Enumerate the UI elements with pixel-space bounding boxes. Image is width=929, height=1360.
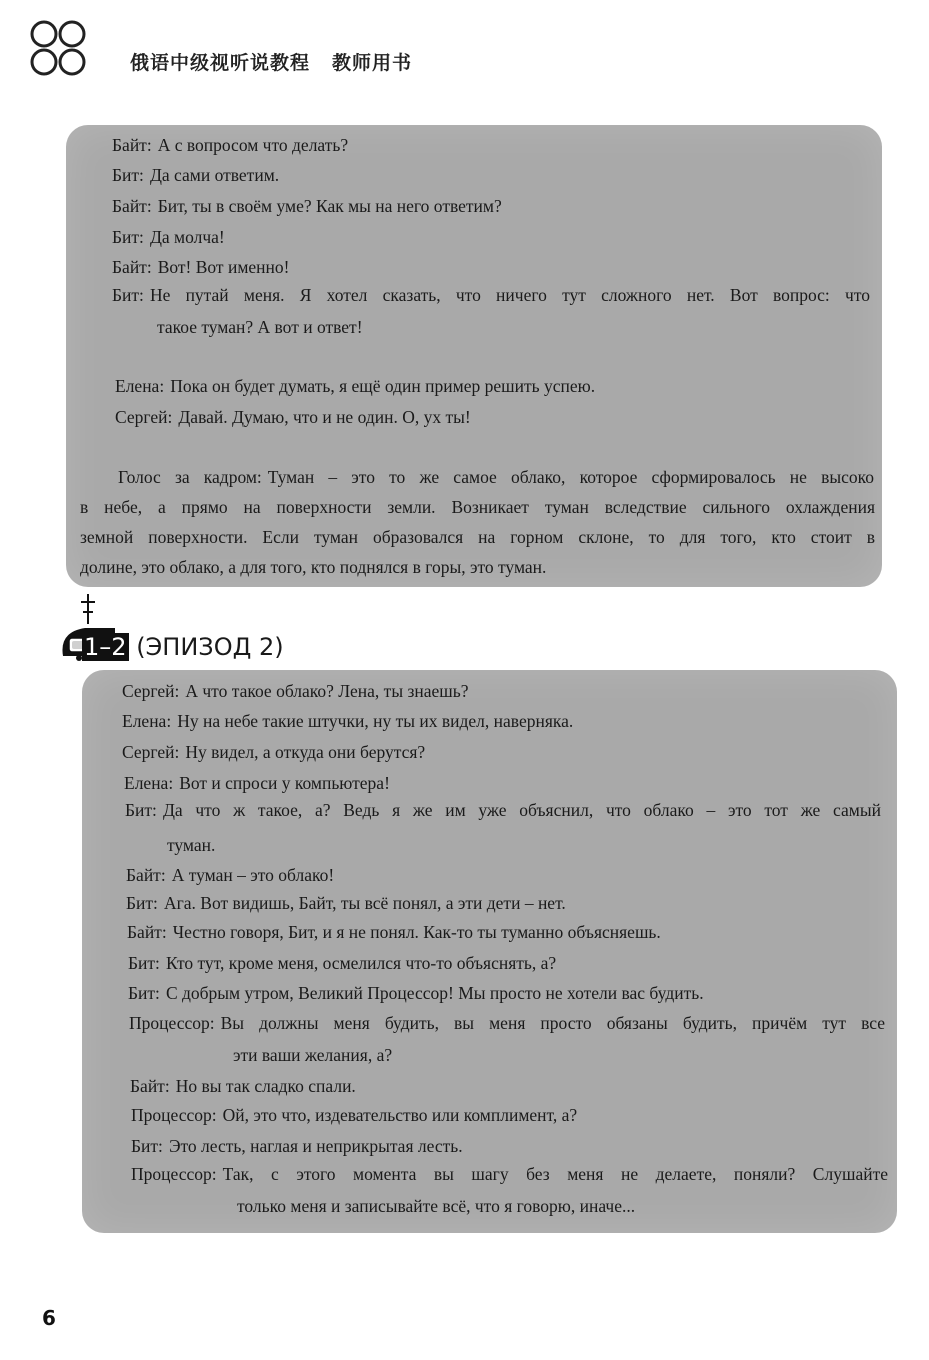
line-text: в небе, а прямо на поверхности земли. Возникает туман вследствие сильного охлаждения bbox=[80, 497, 875, 517]
dialogue-line bbox=[233, 1044, 392, 1066]
line-text: Да молча! bbox=[149, 227, 225, 247]
line-text: А с вопросом что делать? bbox=[157, 135, 349, 155]
speaker-label: Елена: bbox=[122, 711, 172, 731]
dialogue-line bbox=[128, 952, 556, 974]
episode-title: (ЭПИЗОД 2) bbox=[136, 633, 284, 661]
speaker-label: Бит: bbox=[112, 285, 144, 305]
line-text: Да что ж такое, а? Ведь я же им уже объяснил, что облако – это тот же самый bbox=[162, 800, 881, 820]
dialogue-line bbox=[127, 921, 661, 943]
episode-number: 1–2 bbox=[84, 633, 127, 661]
dialogue-line bbox=[124, 772, 390, 794]
dialogue-line bbox=[126, 892, 566, 914]
dialogue-line bbox=[118, 466, 874, 488]
speaker-label: Байт: bbox=[112, 135, 152, 155]
speaker-label: Байт: bbox=[112, 196, 152, 216]
line-text: Давай. Думаю, что и не один. О, ух ты! bbox=[178, 407, 471, 427]
line-text: Вы должны меня будить, вы меня просто обязаны будить, причём тут все bbox=[220, 1013, 885, 1033]
dialogue-line bbox=[128, 982, 704, 1004]
line-text: А туман – это облако! bbox=[171, 865, 335, 885]
speaker-label: Сергей: bbox=[122, 742, 180, 762]
dialogue-line bbox=[112, 195, 502, 217]
dialogue-line bbox=[112, 256, 289, 278]
dialogue-line bbox=[80, 556, 546, 578]
line-text: Кто тут, кроме меня, осмелился что-то объяснять, а? bbox=[165, 953, 557, 973]
four-circles-logo-icon bbox=[28, 18, 90, 80]
speaker-label: Бит: bbox=[126, 893, 158, 913]
speaker-label: Елена: bbox=[124, 773, 174, 793]
dialogue-line bbox=[129, 1012, 885, 1034]
line-text: Ну видел, а откуда они берутся? bbox=[185, 742, 426, 762]
page-header bbox=[28, 18, 908, 78]
speaker-label: Бит: bbox=[128, 983, 160, 1003]
dialogue-line bbox=[112, 134, 348, 156]
line-text: С добрым утром, Великий Процессор! Мы просто не хотели вас будить. bbox=[165, 983, 704, 1003]
speaker-label: Байт: bbox=[126, 865, 166, 885]
line-text: Ага. Вот видишь, Байт, ты всё понял, а эти дети – нет. bbox=[163, 893, 566, 913]
speaker-label: Процессор: bbox=[131, 1105, 217, 1125]
line-text: такое туман? А вот и ответ! bbox=[157, 317, 363, 337]
line-text: Честно говоря, Бит, и я не понял. Как-то ты туманно объясняешь. bbox=[172, 922, 661, 942]
speaker-label: Байт: bbox=[112, 257, 152, 277]
line-text: Так, с этого момента вы шагу без меня не делаете, поняли? Слушайте bbox=[222, 1164, 888, 1184]
speaker-label: Бит: bbox=[112, 165, 144, 185]
dialogue-line bbox=[80, 526, 875, 548]
dialogue-line bbox=[122, 741, 425, 763]
dialogue-line bbox=[131, 1104, 577, 1126]
book-title-sub: 教师用书 bbox=[332, 52, 413, 74]
book-title bbox=[130, 48, 412, 75]
speaker-label: Бит: bbox=[125, 800, 157, 820]
dialogue-line bbox=[167, 834, 215, 856]
speaker-label: Байт: bbox=[130, 1076, 170, 1096]
dialogue-line bbox=[80, 496, 875, 518]
line-text: Да сами ответим. bbox=[149, 165, 280, 185]
dialogue-line bbox=[122, 710, 573, 732]
dialogue-line bbox=[126, 864, 334, 886]
speaker-label: Процессор: bbox=[131, 1164, 217, 1184]
line-text: долине, это облако, а для того, кто поднялся в горы, это туман. bbox=[80, 557, 547, 577]
dialogue-line bbox=[112, 284, 870, 306]
line-text: Ну на небе такие штучки, ну ты их видел, наверняка. bbox=[177, 711, 574, 731]
dialogue-line bbox=[157, 316, 363, 338]
line-text: туман. bbox=[167, 835, 216, 855]
episode-heading bbox=[84, 633, 284, 661]
speaker-label: Голос за кадром: bbox=[118, 467, 262, 487]
speaker-label: Бит: bbox=[112, 227, 144, 247]
line-text: только меня и записывайте всё, что я говорю, иначе... bbox=[237, 1196, 636, 1216]
line-text: Вот и спроси у компьютера! bbox=[179, 773, 390, 793]
speaker-label: Елена: bbox=[115, 376, 165, 396]
speaker-label: Сергей: bbox=[122, 681, 180, 701]
dialogue-line bbox=[115, 406, 471, 428]
dialogue-line bbox=[130, 1075, 356, 1097]
speaker-label: Сергей: bbox=[115, 407, 173, 427]
dialogue-line bbox=[131, 1135, 463, 1157]
speaker-label: Процессор: bbox=[129, 1013, 215, 1033]
line-text: Не путай меня. Я хотел сказать, что ничего тут сложного нет. Вот вопрос: что bbox=[149, 285, 870, 305]
dialogue-line bbox=[125, 799, 881, 821]
line-text: Туман – это то же самое облако, которое сформировалось не высоко bbox=[267, 467, 874, 487]
speaker-label: Бит: bbox=[131, 1136, 163, 1156]
line-text: Пока он будет думать, я ещё один пример решить успею. bbox=[170, 376, 596, 396]
line-text: Это лесть, наглая и неприкрытая лесть. bbox=[168, 1136, 463, 1156]
book-title-main: 俄语中级视听说教程 bbox=[130, 52, 311, 74]
dialogue-line bbox=[112, 226, 225, 248]
speaker-label: Байт: bbox=[127, 922, 167, 942]
line-text: Ой, это что, издевательство или комплимент, а? bbox=[222, 1105, 578, 1125]
dialogue-line bbox=[122, 680, 469, 702]
speaker-label: Бит: bbox=[128, 953, 160, 973]
line-text: Но вы так сладко спали. bbox=[175, 1076, 356, 1096]
line-text: земной поверхности. Если туман образовался на горном склоне, то для того, кто стоит в bbox=[80, 527, 875, 547]
dialogue-line bbox=[237, 1195, 635, 1217]
dialogue-line bbox=[112, 164, 279, 186]
page-number: 6 bbox=[42, 1306, 56, 1330]
line-text: Бит, ты в своём уме? Как мы на него ответим? bbox=[157, 196, 502, 216]
line-text: Вот! Вот именно! bbox=[157, 257, 290, 277]
dialogue-line bbox=[115, 375, 595, 397]
dialogue-line bbox=[131, 1163, 888, 1185]
line-text: эти ваши желания, а? bbox=[233, 1045, 393, 1065]
line-text: А что такое облако? Лена, ты знаешь? bbox=[185, 681, 469, 701]
